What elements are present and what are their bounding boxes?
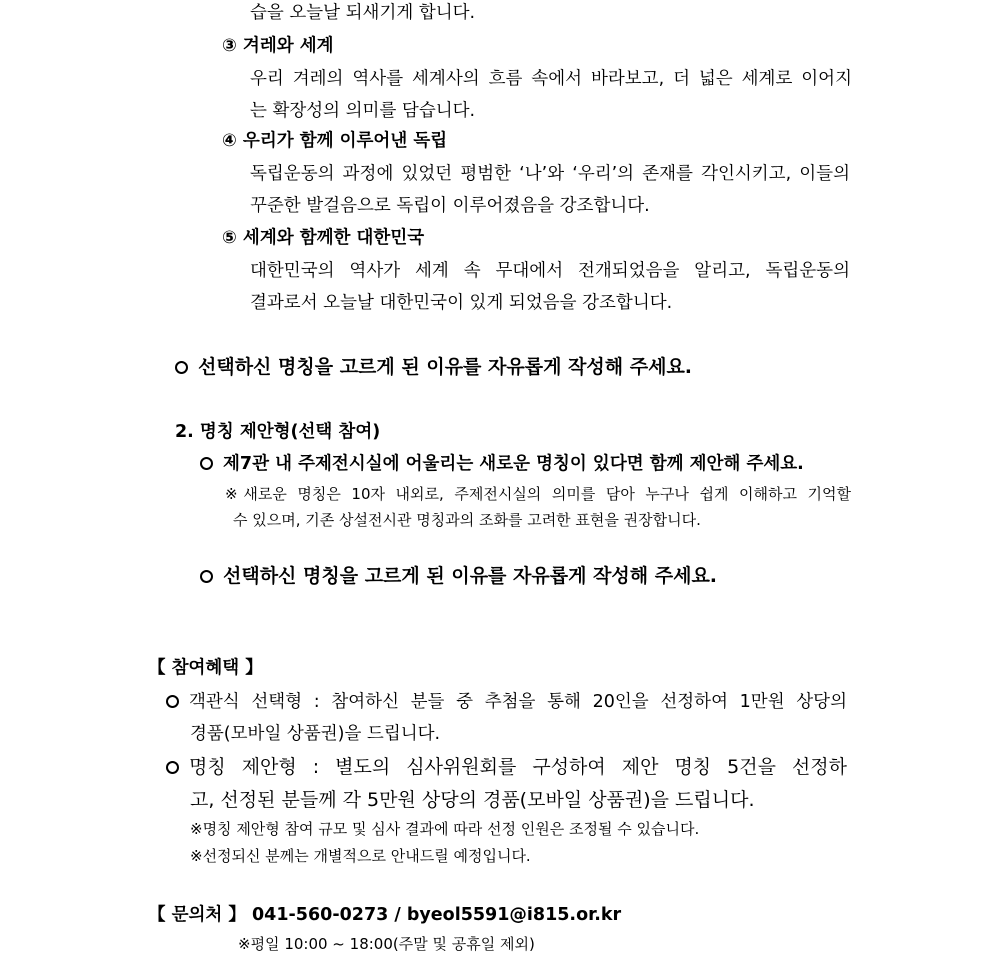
section-2-note-line-1: ※새로운 명칭은 10자 내외로, 주제전시실의 의미를 담아 누구나 쉽게 이해하고 기억할 [225, 485, 851, 503]
reason-prompt-1-text: 선택하신 명칭을 고르게 된 이유를 자유롭게 작성해 주세요. [198, 356, 693, 378]
intro-tail-text: 습을 오늘날 되새기게 합니다. [250, 3, 476, 23]
reason-prompt-2 [200, 567, 717, 586]
contact-label: 【 문의처 】 [148, 905, 246, 925]
benefit-item-1-line-2: 경품(모바일 상품권)을 드립니다. [190, 724, 441, 744]
option-3-desc-line-1: 우리 겨레의 역사를 세계사의 흐름 속에서 바라보고, 더 넓은 세계로 이어지 [250, 69, 852, 89]
option-3-title: ③ 겨레와 세계 [222, 36, 334, 56]
option-5-desc-line-2: 결과로서 오늘날 대한민국이 있게 되었음을 강조합니다. [250, 293, 673, 313]
option-4-desc-line-2: 꾸준한 발걸음으로 독립이 이루어졌음을 강조합니다. [250, 196, 650, 216]
benefit-item-1-line-1: 객관식 선택형 : 참여하신 분들 중 추첨을 통해 20인을 선정하여 1만원 상당의 [189, 692, 847, 712]
reason-prompt-1 [175, 358, 692, 377]
option-4-desc-line-1: 독립운동의 과정에 있었던 평범한 ‘나’와 ‘우리’의 존재를 각인시키고, 이들의 [250, 164, 850, 184]
benefit-note-2: ※선정되신 분께는 개별적으로 안내드릴 예정입니다. [190, 847, 531, 865]
circle-bullet-icon [166, 761, 179, 774]
circle-bullet-icon [175, 361, 188, 374]
contact-hours: ※평일 10:00 ~ 18:00(주말 및 공휴일 제외) [238, 935, 535, 953]
benefit-item-2-line-2: 고, 선정된 분들께 각 5만원 상당의 경품(모바일 상품권)을 드립니다. [190, 789, 755, 811]
circle-bullet-icon [200, 570, 213, 583]
benefit-item-1 [166, 694, 847, 712]
section-2-question [200, 456, 804, 474]
contact-value: 041-560-0273 / byeol5591@i815.or.kr [252, 905, 622, 925]
section-2-note-line-2: 수 있으며, 기존 상설전시관 명칭과의 조화를 고려한 표현을 권장합니다. [233, 511, 701, 529]
option-5-desc-line-1: 대한민국의 역사가 세계 속 무대에서 전개되었음을 알리고, 독립운동의 [250, 261, 850, 281]
option-4-title: ④ 우리가 함께 이루어낸 독립 [222, 131, 448, 151]
circle-bullet-icon [166, 695, 179, 708]
section-2-heading: 2. 명칭 제안형(선택 참여) [175, 422, 381, 442]
circle-bullet-icon [200, 457, 213, 470]
benefit-item-2 [166, 758, 847, 777]
option-5-title: ⑤ 세계와 함께한 대한민국 [222, 228, 425, 248]
section-2-question-text: 제7관 내 주제전시실에 어울리는 새로운 명칭이 있다면 함께 제안해 주세요. [223, 454, 804, 474]
benefit-item-2-line-1: 명칭 제안형 : 별도의 심사위원회를 구성하여 제안 명칭 5건을 선정하 [189, 756, 847, 778]
benefit-note-1: ※명칭 제안형 참여 규모 및 심사 결과에 따라 선정 인원은 조정될 수 있습니다. [190, 820, 700, 838]
option-3-desc-line-2: 는 확장성의 의미를 담습니다. [250, 101, 476, 121]
contact-line [148, 907, 621, 925]
benefits-heading: 【 참여혜택 】 [148, 658, 263, 678]
reason-prompt-2-text: 선택하신 명칭을 고르게 된 이유를 자유롭게 작성해 주세요. [223, 565, 718, 587]
